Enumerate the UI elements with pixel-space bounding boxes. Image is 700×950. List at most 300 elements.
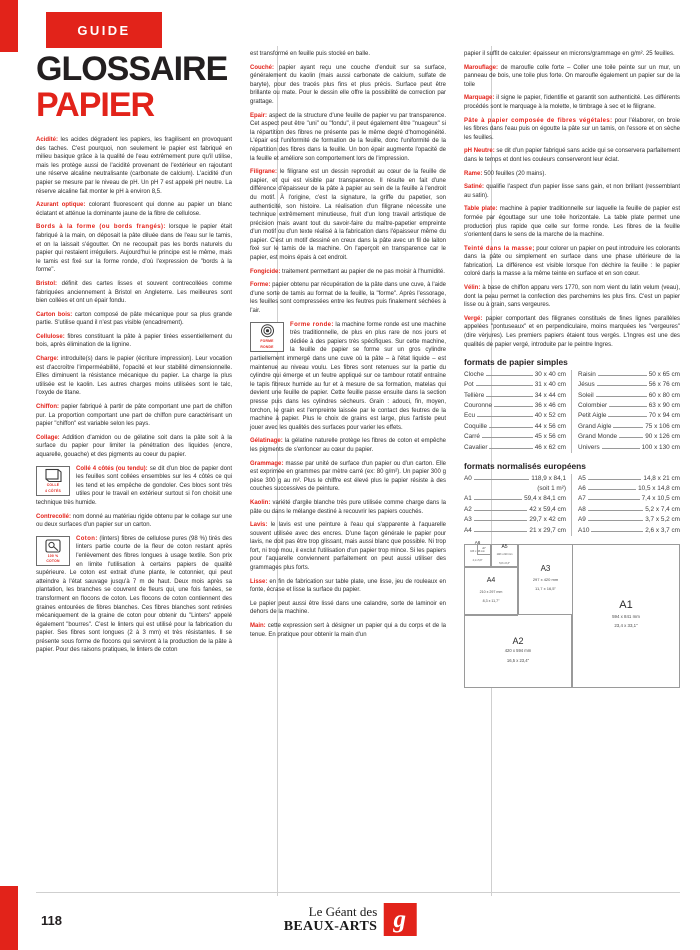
glossary-term-sep: : — [263, 623, 266, 630]
format-leader — [588, 474, 642, 480]
glossary-term-sep: : — [145, 465, 148, 472]
glossary-term-sep: : — [478, 285, 481, 292]
diagram-box-a4 — [464, 567, 518, 616]
format-leader — [591, 526, 643, 532]
format-name: A1 — [464, 495, 472, 503]
diagram-inch-a1: 23,4 x 33,1" — [614, 623, 638, 629]
coton-100-icon-caption-1: 100 % — [47, 553, 59, 558]
brand-wordmark — [284, 904, 378, 935]
format-value: 118,9 x 84,1 — [531, 474, 566, 482]
format-value: 7,4 x 10,5 cm — [641, 495, 680, 503]
glossary-term: Epair — [250, 112, 266, 119]
format-value: 10,5 x 14,8 cm — [638, 485, 680, 493]
format-value: 5,2 x 7,4 cm — [645, 505, 680, 513]
format-name: Cavalier — [464, 443, 488, 451]
format-leader — [466, 484, 535, 490]
glossary-term: Vergé — [464, 315, 481, 322]
format-row — [578, 515, 680, 525]
glossary-definition: papier obtenu par récupération de la pâte dans une cuve, à l'aide d'une sorte de tamis au format de la feuille, la "forme". Après l'essorage, les feuilles sont compressées entre les feutres puis finalement séchées à l'air. — [250, 282, 446, 315]
format-row — [578, 526, 680, 536]
glossary-definition: carton composé de pâte mécanique pour sa plus grande partie. S'utilise quand il n'est pas visible (encadrement). — [36, 311, 232, 327]
glossary-definition: se dit d'un bloc de papier dont les feuilles sont collées ensembles sur les 4 côtés ce qui les tend et les empêche de gondoler. Ces blocs sont très utiles pour le travail en extérieur surtout si l'on choisit une technique très humide. — [36, 465, 232, 506]
glossary-entry — [36, 403, 232, 429]
format-value: 60 x 80 cm — [648, 391, 680, 399]
format-row — [464, 443, 566, 453]
format-name: A9 — [578, 516, 586, 524]
footer-divider — [36, 892, 680, 893]
format-value: 56 x 76 cm — [648, 381, 680, 389]
format-value: 63 x 90 cm — [648, 402, 680, 410]
glossary-definition: à base de chiffon apparu vers 1770, son nom vient du latin velum (veau), dont la peau permet la confection des parchemins les plus fins. C'est un papier lisse ou à grain, sans vergeures. — [464, 285, 680, 309]
formats-normalises-table — [464, 474, 680, 536]
glossary-definition: machine à papier traditionnelle sur laquelle la feuille de papier est formée par égouttage sur une toile horizontale. La table plate permet une production plus rapide que celle sur forme ronde. Les fibres de la feuille s'orientent dans le sens de la marche de la machine. — [464, 206, 680, 239]
glossary-term: Cellulose — [36, 333, 63, 340]
glossary-entry — [250, 437, 446, 454]
glossary-term: Kaolin — [250, 499, 269, 506]
format-value: 3,7 x 5,2 cm — [645, 516, 680, 524]
glossary-definition: lorsque le papier était fabriqué à la main, on déposait la pâte diluée dans de l'eau sur le tamis, et on la laissait s'égoutter. On ne recoupait pas les bords naturels du papier qui restaient irréguliers. Aujourd'hui le principe est le même, mais le tamis est fixé sur la forme ronde, d'où l'expression de "bords à la forme". — [36, 224, 233, 274]
brand-line-2: BEAUX-ARTS — [283, 919, 378, 934]
diagram-inch-a4: 8,3 x 11,7" — [482, 599, 500, 604]
format-name: Colombier — [578, 402, 608, 410]
format-leader — [494, 401, 533, 407]
format-name: Grand Monde — [578, 433, 618, 441]
diagram-label-a3: A3 — [540, 564, 551, 574]
glossary-term: Grammage — [250, 460, 282, 467]
glossary-term: Vélin — [464, 285, 479, 292]
format-value: 30 x 40 cm — [534, 370, 566, 378]
glossary-term-sep: : — [492, 95, 495, 102]
glossary-term-sep: : — [495, 206, 498, 213]
format-value: 45 x 56 cm — [534, 433, 566, 441]
glossary-term-sep: : — [275, 169, 278, 176]
glossary-entry — [36, 223, 232, 275]
glossary-definition: la gélatine naturelle protège les fibres de coton et empêche les pigments de s'enfoncer au cœur du papier. — [250, 438, 446, 453]
formats-simples-right — [572, 370, 680, 453]
glossary-term: Rame — [464, 170, 481, 177]
glossary-term-sep: : — [83, 202, 86, 209]
glossary-definition: il signe le papier, l'identifie et garantit son authenticité. Les différents procédés sont le marquage à la molette, le timbrage à sec et le filigrane. — [464, 95, 680, 110]
format-value: 42 x 59,4 cm — [529, 505, 566, 513]
format-name: A0 — [464, 474, 472, 482]
glossary-term: Forme — [250, 282, 269, 289]
glossary-entry-forme-ronde — [250, 321, 446, 433]
format-leader — [476, 380, 533, 386]
glossary-term-sep: : — [95, 535, 98, 542]
glossary-entry — [250, 460, 446, 494]
diagram-label-a5: A5 — [501, 543, 508, 550]
format-value: 70 x 94 cm — [648, 412, 680, 420]
glossary-term-sep: : — [610, 117, 613, 124]
format-row — [464, 380, 566, 390]
glossary-term: Lisse — [250, 578, 266, 585]
diagram-box-a7 — [477, 544, 491, 555]
glossary-term-sep: : — [56, 356, 59, 363]
format-name: Petit Aigle — [578, 412, 607, 420]
glossary-entry — [464, 117, 680, 143]
glossary-term-sep: : — [57, 404, 59, 411]
format-row — [464, 370, 566, 380]
glossary-definition: traitement permettant au papier de ne pas moisir à l'humidité. — [280, 268, 445, 275]
glossary-entry — [464, 94, 680, 111]
glossary-term: Collage — [36, 434, 58, 441]
format-name: A4 — [464, 526, 472, 534]
glossary-term-sep: : — [278, 268, 281, 275]
format-row — [578, 422, 680, 432]
glossary-term: Acidité — [36, 137, 57, 143]
format-leader — [486, 370, 533, 376]
format-name: A3 — [464, 516, 472, 524]
diagram-mm-a5: 148 x 210 mm — [496, 553, 513, 557]
format-row — [578, 443, 680, 453]
format-value: 100 x 130 cm — [641, 443, 680, 451]
glossary-term: Coton — [76, 535, 96, 542]
glossary-definition: papier ayant reçu une couche d'enduit sur sa surface, généralement du kaolin (mais aussi carbonate de calcium, sulfate de baryte), pour des tracés plus fins et plus précis. Surface peut être brillante ou mate. Pour le dessin elle offre la possibilité de correction par grattage. — [250, 64, 446, 105]
glossary-term-sep: : — [62, 333, 65, 340]
format-name: Univers — [578, 443, 600, 451]
format-name: Jésus — [578, 381, 595, 389]
diagram-inch-a6: 4,1 x 5,8" — [472, 559, 483, 562]
glossary-term: Marouflage — [464, 64, 497, 71]
format-leader — [619, 432, 643, 438]
format-row — [578, 484, 680, 494]
format-row — [464, 422, 566, 432]
glossary-term-sep: : — [265, 112, 268, 119]
glossary-definition: de maroufle colle forte – Coller une toile peinte sur un mur, un panneau de bois, une toile plus forte. On maroufle également un papier sur de la toile — [464, 64, 680, 88]
glossary-term: Pâte à papier composée de fibres végétales — [464, 117, 611, 124]
diagram-box-a2 — [464, 614, 572, 688]
format-leader — [608, 411, 646, 417]
forme-ronde-icon — [250, 322, 284, 352]
format-row — [578, 494, 680, 504]
glossary-entry — [36, 333, 232, 350]
glossary-term-sep: : — [281, 460, 284, 467]
coton-100-icon — [36, 536, 70, 566]
format-name: Couronne — [464, 402, 493, 410]
glossary-definition: le lavis est une peinture à l'eau qui s'apparente à l'aquarelle souvent utilisée avec des encres. D'une façon générale le papier pour lavis, ne doit pas être trop glissant, mais aussi blanc que possible. Ni trop fort, ni trop mou, il exclut l'utilisation d'un papier trop mince. Si les papiers pour l'aquarelle conviennent parfaitement on peut aussi utiliser des grammages plus forts. — [250, 522, 446, 572]
forme-ronde-icon-caption-2: RONDE — [260, 344, 274, 349]
glossary-entry — [36, 280, 232, 306]
glossary-entry — [250, 499, 446, 516]
glossary-term-sep: : — [56, 137, 59, 143]
glossary-term: Marquage — [464, 95, 493, 102]
glossary-term: Azurant optique — [36, 202, 84, 209]
format-leader — [482, 432, 533, 438]
glossary-term: Collé 4 côtés (ou tendu) — [76, 465, 146, 472]
format-leader — [489, 443, 532, 449]
column-2-paragraph-calandre: Le papier peut aussi être lissé dans une calandre, sorte de laminoir en dehors de la machine. — [250, 600, 446, 616]
glossary-term-sep: : — [70, 311, 73, 318]
format-leader — [474, 515, 528, 521]
column-1 — [36, 0, 232, 660]
glossary-term: Lavis — [250, 522, 266, 529]
format-value: 59,4 x 84,1 cm — [524, 495, 566, 503]
format-row — [578, 474, 680, 484]
glossary-term-sep: : — [492, 148, 495, 155]
formats-normalises-title: formats normalisés européens — [464, 461, 586, 472]
format-value: (soit 1 m²) — [537, 485, 566, 493]
page-title-line2: PAPIER — [36, 85, 155, 124]
glossary-term-sep: : — [55, 280, 58, 287]
glossary-entry — [36, 136, 232, 196]
glossary-entry-contrecolle — [36, 513, 232, 530]
format-row — [464, 505, 566, 515]
format-leader — [588, 494, 640, 500]
format-name: Grand Aigle — [578, 422, 612, 430]
diagram-box-a5 — [491, 544, 518, 567]
glossary-term: Contrecollé — [36, 513, 70, 520]
diagram-box-a1 — [572, 544, 680, 688]
format-leader — [613, 422, 643, 428]
glossary-definition: fibres constituant la pâte à papier tirées essentiellement du bois, après élimination de la lignine. — [36, 333, 232, 349]
formats-normalises-right — [572, 474, 680, 536]
glossary-entry-colle-4-cotes — [36, 465, 232, 508]
glossary-definition: Addition d'amidon ou de gélatine soit dans la pâte soit à la surface du papier pour limiter la pénétration des liquides (encre, aquarelle, gouache) et des pigments au coeur du papier. — [36, 434, 232, 458]
diagram-mm-a2: 420 x 594 mm — [504, 648, 532, 654]
glossary-definition: pour colorer un papier on peut introduire les colorants dans la pâte ou simplement en surface dans une phase ultérieure de la fabrication. La différence est visible lorsque l'on déchire la feuille : le papier coloré dans la masse a la même teinte en surface et en son cœur. — [464, 245, 680, 278]
glossary-term: Teinté dans la masse — [464, 245, 533, 252]
diagram-mm-a6: 105 x 148 mm — [470, 550, 485, 553]
diagram-box-a3 — [518, 544, 573, 615]
format-row — [464, 411, 566, 421]
colle-4-cotes-icon-caption-1: COLLÉ — [46, 483, 60, 488]
glossary-term-sep: : — [265, 578, 268, 585]
format-name: A2 — [464, 505, 472, 513]
format-value: 2,6 x 3,7 cm — [645, 526, 680, 534]
format-row — [578, 380, 680, 390]
format-row — [464, 494, 566, 504]
glossary-term-sep: : — [268, 499, 271, 506]
format-leader — [474, 505, 528, 511]
format-name: Coquille — [464, 422, 488, 430]
glossary-term-sep: : — [280, 438, 283, 445]
diagram-label-a7: A7 — [482, 547, 486, 551]
format-name: Raisin — [578, 370, 596, 378]
formats-normalises-left — [464, 474, 572, 536]
page-title-line1: GLOSSAIRE — [36, 50, 228, 88]
format-row — [464, 526, 566, 536]
column-3 — [464, 0, 680, 688]
glossary-entry — [250, 281, 446, 315]
glossary-definition: le filigrane est un dessin reproduit au cœur de la feuille de papier, et qui est visible par transparence. Il résulte en fait d'une différence d'épaisseur de la pâte à papier au sein de la feuille à l'endroit du motif. À l'origine, c'est la signature, la griffe du papetier, son authenticité, son histoire. La réalisation d'un filigrane nécessite une technique extrêmement minutieuse, fruit d'un long travail artistique de précision mais avant tout du savoir-faire du maître-papetier empreinte d'un motif ou d'un texte réalisé à la fabrication dans l'épaisseur même du papier. C'est un motif dessiné en creux dans la pâte avec un fil de laiton fixé sur le tamis de la machine. On l'aperçoit en transparence car le papier, est moins épais à cet endroit. — [250, 169, 446, 262]
glossary-term-sep: : — [331, 321, 334, 328]
glossary-term: Filigrane — [250, 169, 276, 176]
format-name: Pot — [464, 381, 474, 389]
brand-mark-icon: g — [383, 903, 416, 936]
format-name: A10 — [578, 526, 590, 534]
format-value: 90 x 126 cm — [645, 433, 680, 441]
format-leader — [598, 370, 647, 376]
format-name: Soleil — [578, 391, 594, 399]
glossary-term-sep: : — [57, 434, 60, 441]
glossary-definition: en fin de fabrication sur table plate, une lisse, jeu de rouleaux en fonte, écrase et lisse la surface du papier. — [250, 578, 446, 594]
glossary-term: Bords à la forme (ou bords frangés) — [36, 224, 164, 231]
column-3-continuation: papier il suffit de calculer: épaisseur en microns/grammage en g/m². 25 feuilles. — [464, 51, 675, 57]
format-row — [578, 411, 680, 421]
red-edge-bottom — [0, 886, 18, 950]
format-name: A7 — [578, 495, 586, 503]
glossary-definition: la machine forme ronde est une machine très traditionnelle, de plus en plus rare de nos jours et dédiée à des papiers très spécifiques. Sur cette machine, la feuille de papier se forme sur un gros cylindre partiellement immergé dans une cuve où la pâte – à l'état liquide – est maintenue au niveau voulu. Les fibres sont retenues sur la partie du cylindre qui émerge et un feutre appliqué sur ce tambour rotatif entraîne le tapis fibreux humide au fur et à mesure de sa formation, matelas qui devient une feuille de papier. Cette feuille passe ensuite dans la section presse puis dans les cylindres sécheurs. Grain : adouci, fin, moyen, torchon, le grain est l'empreinte laissée par le contact des feutres de la machine à papier. Plus le choix de grains est large, plus l'artiste peut jouer avec les qualités des surfaces pour varier les effets. — [250, 321, 446, 431]
format-row — [464, 432, 566, 442]
format-row — [578, 432, 680, 442]
glossary-definition: les acides dégradent les papiers, les fragilisent en provoquant des taches. C'est pourquoi, non seulement le papier est fabriqué en milieu basique grâce à la qualité de l'eau extrêmement pure qu'il utilise, mais les protège aussi de l'acidité provenant de l'extérieur en rajoutant une réserve alcaline neutralisante (carbonate de calcium). L'acidité d'un papier se mesure par le niveau de pH. Un pH 7 est appelé pH neutre. La réserve alcaline fait monter le pH à environ 8,5. — [36, 137, 232, 195]
forme-ronde-icon-caption-1: FORME — [260, 339, 274, 344]
format-leader — [489, 422, 533, 428]
glossary-term-sep: : — [482, 184, 485, 191]
page-number: 118 — [41, 913, 62, 928]
format-value: 29,7 x 42 cm — [529, 516, 566, 524]
format-leader — [596, 391, 647, 397]
colle-4-cotes-icon — [36, 466, 70, 496]
format-value: 21 x 29,7 cm — [529, 526, 566, 534]
formats-simples-title: formats de papier simples — [464, 357, 568, 368]
glossary-entry — [464, 183, 680, 200]
formats-simples-left — [464, 370, 572, 453]
format-row — [464, 474, 566, 484]
format-leader — [597, 380, 647, 386]
glossary-term: Bristol — [36, 280, 56, 287]
diagram-label-a6: A6 — [474, 540, 481, 546]
glossary-definition: pour l'élaborer, on broie les fibres dans l'eau puis on égoutte la pâte sur un tamis, on l'essore et on sèche les feuilles. — [464, 117, 680, 141]
glossary-entry — [464, 147, 680, 164]
glossary-term-sep: : — [265, 522, 268, 529]
glossary-entry — [250, 112, 446, 164]
glossary-term-sep: : — [268, 282, 271, 289]
article-columns — [36, 0, 680, 903]
glossary-term-sep: : — [496, 64, 499, 71]
format-name: A6 — [578, 485, 586, 493]
format-leader — [588, 515, 643, 521]
format-value: 36 x 46 cm — [534, 402, 566, 410]
glossary-term-sep: : — [272, 64, 275, 71]
red-edge-top — [0, 0, 18, 52]
glossary-term-sep: ; — [532, 245, 535, 252]
format-value: 46 x 62 cm — [534, 443, 566, 451]
glossary-definition: colorant fluorescent qui donne au papier un blanc éclatant et atténue la dominante jaune de la fibre de cellulose. — [36, 202, 232, 217]
column-2 — [250, 0, 446, 644]
format-row — [578, 401, 680, 411]
glossary-entry — [36, 311, 232, 328]
glossary-term: pH Neutre — [464, 148, 493, 155]
format-value: 34 x 44 cm — [534, 391, 566, 399]
glossary-term-sep: : — [480, 170, 483, 177]
glossary-definition: introduite(s) dans le papier (écriture impression). Leur vocation est d'accroître l'imperméabilité, l'opacité et leur stabilité dimensionnelle. Elles diminuent la résistance mécanique du papier. La charge la plus utilisée est le kaolin. Les autres charges moins utilisées sont le talc, l'oxyde de titane. — [36, 356, 232, 397]
diagram-label-a4: A4 — [486, 577, 496, 585]
glossary-definition: 500 feuilles (20 mains). — [482, 170, 547, 177]
glossary-term: Table plate — [464, 206, 496, 213]
glossary-entry — [464, 315, 680, 349]
glossary-definition: cette expression sert à désigner un papier qui a du corps et de la tenue. En pratique pour obtenir la main d'un — [250, 623, 446, 638]
glossary-term: Gélatinage — [250, 438, 281, 445]
diagram-label-a2: A2 — [512, 635, 524, 646]
format-row — [578, 391, 680, 401]
format-leader — [609, 401, 647, 407]
format-leader — [486, 391, 532, 397]
glossary-term: Fongicide — [250, 268, 279, 275]
glossary-entry — [36, 201, 232, 218]
glossary-entry — [250, 168, 446, 263]
format-value: 50 x 65 cm — [648, 370, 680, 378]
diagram-mm-a3: 297 x 420 mm — [532, 576, 559, 582]
format-leader — [477, 411, 533, 417]
format-row — [464, 401, 566, 411]
format-name: Tellière — [464, 391, 485, 399]
glossary-entry — [250, 521, 446, 573]
diagram-inch-a5: 5,8 x 8,3" — [499, 561, 510, 565]
colle-4-cotes-icon-caption-2: 4 CÔTÉS — [45, 488, 61, 493]
format-name: Carré — [464, 433, 480, 441]
glossary-entry — [250, 578, 446, 595]
glossary-term: Satiné — [464, 184, 483, 191]
glossary-definition: définit des cartes lisses et souvent contrecollées comme fabriquées anciennement à Bristol en Angleterre. Les meilleures sont bien collées et ont un épair fondu. — [36, 280, 232, 305]
glossary-entry — [464, 170, 680, 179]
format-value: 14,8 x 21 cm — [643, 474, 680, 482]
diagram-label-a1: A1 — [619, 599, 633, 612]
guide-tab: GUIDE — [46, 12, 162, 48]
glossary-definition: se dit d'un papier fabriqué sans acide qui se conservera parfaitement dans le temps et dont les couleurs conserveront leur éclat. — [464, 148, 681, 163]
diagram-inch-a3: 11,7 x 16,5" — [535, 586, 556, 592]
format-leader — [602, 443, 640, 449]
glossary-entry — [464, 205, 680, 239]
format-row — [578, 370, 680, 380]
glossary-term: Main — [250, 623, 264, 630]
glossary-definition: (linters) fibres de cellulose pures (98 %) tirés des linters partie courte de la fleur de coton restant après l'enlèvement des fibres longues à usage textile. Son prix en limite l'utilisation à certains papiers de qualité supérieure. Le coton est extrait d'une plante, le cotonnier, qui peut atteindre à l'état sauvage jusqu'à 7 m de haut. Deux mois après sa plantation, les branches se couvrent de fleurs qui, une fois fanées, se transforment en flocons de coton. Les flocons de coton contiennent des graines entourées de fibres blanches. Ces fibres blanches sont retirées mécaniquement de la graine de coton pour obtenir du "Linters" appelé également "bourres". C'est le linters qui est utilisé pour la fabrication du papier. Ses fibres sont longues (2 à 3 mm) et très résistantes. Il se présente sous forme de flocons qui serviront à la production de la pâte à papier. Pour des raisons pratiques, le linters de coton — [36, 535, 232, 654]
glossary-term-sep: : — [163, 224, 166, 231]
column-2-continuation: est transformé en feuille puis stocké en balle. — [250, 51, 371, 57]
glossary-term: Forme ronde — [290, 321, 332, 328]
format-row — [464, 391, 566, 401]
glossary-definition: variété d'argile blanche très pure utilisée comme charge dans la pâte ou dans le mélange destiné à recouvrir les papiers couchés. — [250, 499, 446, 515]
format-name: Ecu — [464, 412, 476, 420]
glossary-entry — [464, 284, 680, 310]
a-series-diagram — [464, 540, 680, 688]
diagram-mm-a4: 210 x 297 mm — [479, 589, 503, 594]
glossary-definition: masse par unité de surface d'un papier ou d'un carton. Elle est exprimée en grammes par mètre carré (ex: 80 g/m²). Un papier 300 g pèse 300 g au m². Plus le chiffre est élevé plus le papier résiste à des couches successives de peinture. — [250, 460, 446, 493]
format-row — [578, 505, 680, 515]
glossary-term: Couché — [250, 64, 273, 71]
format-leader — [474, 474, 529, 480]
format-leader — [588, 484, 636, 490]
glossary-entry — [36, 355, 232, 398]
glossary-entry — [464, 245, 680, 279]
format-value: 31 x 40 cm — [534, 381, 566, 389]
format-leader — [474, 494, 522, 500]
diagram-mm-a1: 594 x 841 mm — [612, 613, 640, 619]
glossary-entry — [250, 268, 446, 277]
formats-simples-table — [464, 370, 680, 453]
format-leader — [588, 505, 643, 511]
glossary-definition: qualifie l'aspect d'un papier lisse sans gain, et non brillant (ressemblant au satin). — [464, 184, 680, 199]
format-value: 40 x 52 cm — [534, 412, 566, 420]
format-row — [464, 515, 566, 525]
glossary-entry-main — [250, 622, 446, 639]
format-value: 44 x 56 cm — [534, 422, 566, 430]
format-name: A8 — [578, 505, 586, 513]
glossary-entry — [464, 64, 680, 90]
glossary-definition: aspect de la structure d'une feuille de papier vu par transparence. Cet aspect peut être "uni" ou "fondu", il peut également être "nuageux" si la répartition des fibres ne présente pas le même degré d'homogénéité. L'épair est l'uniformité de formation de la feuille, donc l'uniformité de la répartition des fibres dans la feuille. Un bon épair augmente l'opacité de la feuille et améliore son comportement lors de l'impression. — [250, 112, 446, 162]
glossary-term-sep: : — [69, 513, 72, 520]
glossary-entry-coton — [36, 535, 232, 655]
coton-100-icon-caption-2: COTON — [46, 558, 60, 563]
brand-logo — [284, 903, 417, 936]
brand-line-1: Le Géant des — [308, 904, 378, 919]
glossary-term: Chiffon — [36, 404, 57, 411]
format-leader — [474, 526, 528, 532]
glossary-term-sep: : — [480, 315, 483, 322]
glossary-definition: papier fabriqué à partir de pâte comportant une part de chiffon pur. La proportion comportant une part de chiffon pure caractérisant un papier "chiffon" est variable selon les pays. — [36, 404, 232, 428]
glossary-definition: papier comportant des filigranes constitués de fines lignes parallèles appelées "pontuseaux" et en perpendiculaire, moins marquées les "vergeures" (dire vèrjures). Les premiers papiers étaient tous vergés. L'Ingres est une des qualités de papier vergé, introduite par le peintre Ingres. — [464, 315, 680, 348]
format-name: Cloche — [464, 370, 484, 378]
